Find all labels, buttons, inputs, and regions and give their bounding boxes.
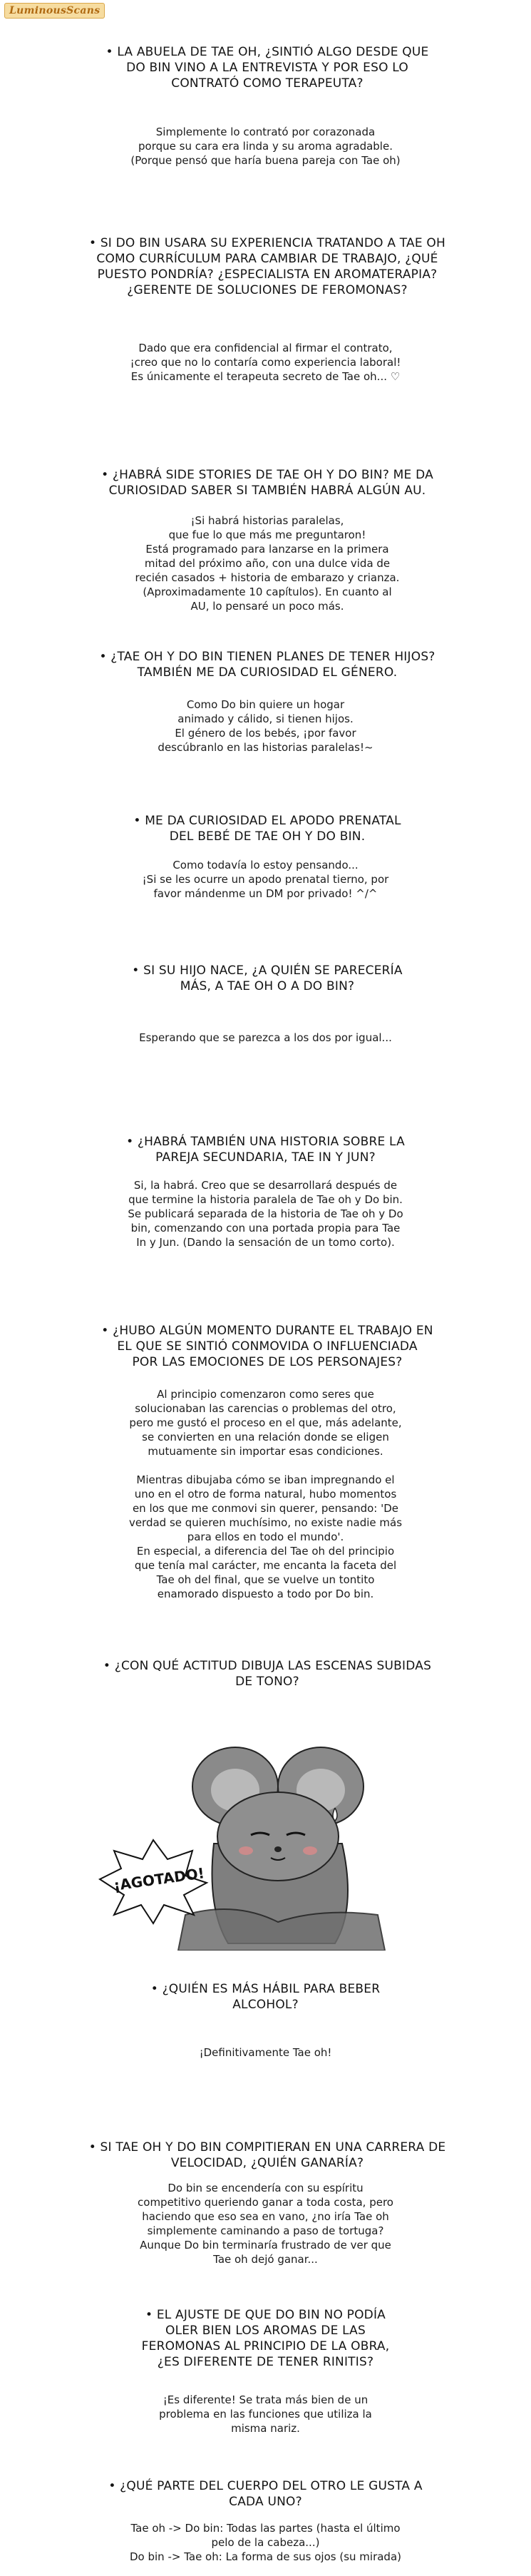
answer-3: ¡Si habrá historias paralelas, que fue lo que más me preguntaron! Está programado para lanzarse en la primera mitad del próximo año, con una dulce vida de recién casados + historia de embarazo y crianza. (Aproximadamente 10 capítulos). En cuanto al AU, lo pensaré un poco más. — [135, 514, 400, 613]
question-9: • ¿CON QUÉ ACTITUD DIBUJA LAS ESCENAS SUBIDAS DE TONO? — [103, 1659, 432, 1689]
question-13: • ¿QUÉ PARTE DEL CUERPO DEL OTRO LE GUSTA A CADA UNO? — [108, 2479, 423, 2509]
question-4: • ¿TAE OH Y DO BIN TIENEN PLANES DE TENER HIJOS? TAMBIÉN ME DA CURIOSIDAD EL GÉNERO. — [99, 650, 435, 680]
mouse-drawing-icon — [93, 1737, 428, 1951]
watermark-logo — [4, 3, 147, 19]
question-2: • SI DO BIN USARA SU EXPERIENCIA TRATANDO A TAE OH COMO CURRÍCULUM PARA CAMBIAR DE TRABAJO, ¿QUÉ PUESTO PONDRÍA? ¿ESPECIALISTA EN AROMATERAPIA? ¿GERENTE DE SOLUCIONES DE FEROMONAS? — [88, 236, 445, 297]
question-1: • LA ABUELA DE TAE OH, ¿SINTIÓ ALGO DESDE QUE DO BIN VINO A LA ENTREVISTA Y POR ESO LO CONTRATÓ COMO TERAPEUTA? — [105, 45, 429, 91]
question-8: • ¿HUBO ALGÚN MOMENTO DURANTE EL TRABAJO EN EL QUE SE SINTIÓ CONMOVIDA O INFLUENCIADA POR LAS EMOCIONES DE LOS PERSONAJES? — [101, 1324, 433, 1369]
question-11: • SI TAE OH Y DO BIN COMPITIERAN EN UNA CARRERA DE VELOCIDAD, ¿QUIÉN GANARÍA? — [88, 2140, 446, 2170]
watermark-text: LuminousScans — [4, 3, 105, 19]
answer-6: Esperando que se parezca a los dos por igual... — [139, 1031, 392, 1044]
answer-5: Como todavía lo estoy pensando... ¡Si se les ocurre un apodo prenatal tierno, por favor mándenme un DM por privado! ^/^ — [142, 859, 389, 900]
question-3: • ¿HABRÁ SIDE STORIES DE TAE OH Y DO BIN? ME DA CURIOSIDAD SABER SI TAMBIÉN HABRÁ ALGÚN AU. — [101, 468, 433, 498]
answer-1: Simplemente lo contrató por corazonada porque su cara era linda y su aroma agradable. (Porque pensó que haría buena pareja con Tae oh) — [130, 126, 401, 167]
exhausted-caption: ¡AGOTADO! — [112, 1864, 206, 1894]
answer-4: Como Do bin quiere un hogar animado y cálido, si tienen hijos. El género de los bebés, ¡por favor descúbranlo en las historias paralelas!~ — [158, 698, 373, 754]
question-12: • EL AJUSTE DE QUE DO BIN NO PODÍA OLER BIEN LOS AROMAS DE LAS FEROMONAS AL PRINCIPIO DE LA OBRA, ¿ES DIFERENTE DE TENER RINITIS? — [141, 2308, 390, 2369]
answer-11: Do bin se encendería con su espíritu competitivo queriendo ganar a toda costa, pero haciendo que eso sea en vano, ¿no iría Tae oh simplemente caminando a paso de tortuga? Aunque Do bin terminaría frustrado de ver que Tae oh dejó ganar... — [138, 2182, 393, 2266]
question-10: • ¿QUIÉN ES MÁS HÁBIL PARA BEBER ALCOHOL? — [150, 1982, 381, 2012]
answer-12: ¡Es diferente! Se trata más bien de un problema en las funciones que utiliza la misma nariz. — [159, 2393, 372, 2435]
answer-13: Tae oh -> Do bin: Todas las partes (hasta el último pelo de la cabeza...) Do bin -> Tae oh: La forma de sus ojos (su mirada) — [129, 2522, 401, 2563]
answer-2: Dado que era confidencial al firmar el contrato, ¡creo que no lo contaría como experiencia laboral! Es únicamente el terapeuta secreto de Tae oh... ♡ — [130, 342, 401, 383]
answer-7: Si, la habrá. Creo que se desarrollará después de que termine la historia paralela de Tae oh y Do bin. Se publicará separada de la historia de Tae oh y Do bin, comenzando con una portada propia para Tae In y Jun. (Dando la sensación de un tomo corto). — [128, 1179, 403, 1249]
question-7: • ¿HABRÁ TAMBIÉN UNA HISTORIA SOBRE LA PAREJA SECUNDARIA, TAE IN Y JUN? — [126, 1135, 405, 1165]
answer-8: Al principio comenzaron como seres que solucionaban las carencias o problemas del otro, pero me gustó el proceso en el que, más adelante, se convierten en una relación donde se eligen mutuamente sin importar esas condiciones. Mientras dibujaba cómo se iban impregnando el uno en el otro de forma natural, hubo momentos en los que me conmovi sin querer, pensando: 'De verdad se quieren muchísimo, no existe nadie más para ellos en todo el mundo'. En especial, a diferencia del Tae oh del principio que tenía mal carácter, me encanta la faceta del Tae oh del final, que se vuelve un tontito enamorado dispuesto a todo por Do bin. — [128, 1388, 403, 1600]
answer-10: ¡Definitivamente Tae oh! — [199, 2046, 332, 2059]
question-5: • ME DA CURIOSIDAD EL APODO PRENATAL DEL BEBÉ DE TAE OH Y DO BIN. — [133, 814, 401, 844]
question-6: • SI SU HIJO NACE, ¿A QUIÉN SE PARECERÍA MÁS, A TAE OH O A DO BIN? — [132, 964, 403, 993]
exhausted-mouse-illustration — [93, 1737, 428, 1951]
